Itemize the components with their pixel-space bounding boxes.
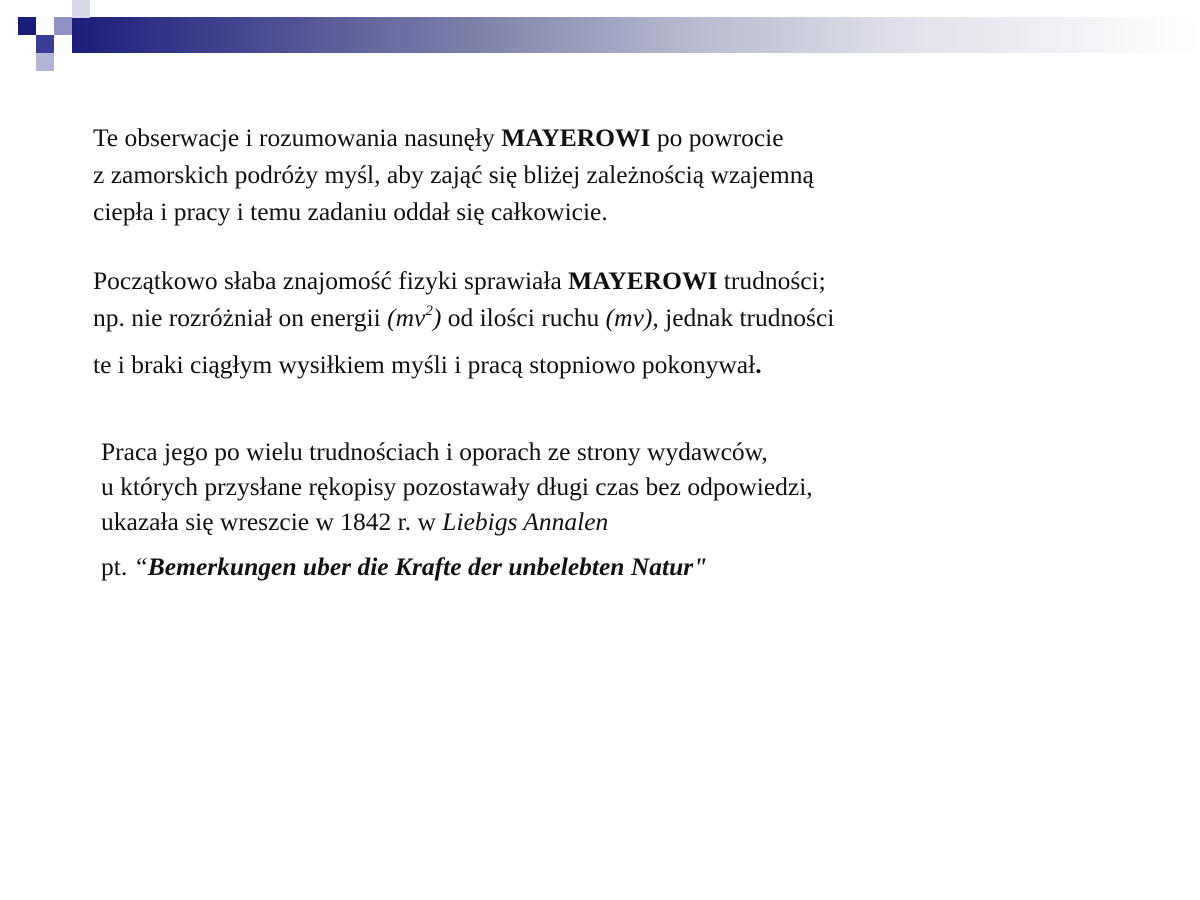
text-line [93, 262, 834, 299]
text-segment: np. nie rozróżniał on energii [93, 303, 388, 332]
text-segment: Początkowo słaba znajomość fizyki sprawiała [93, 266, 569, 295]
text-segment: trudności; [717, 266, 826, 295]
header-square-decoration [36, 53, 54, 71]
text-line [93, 119, 814, 156]
text-segment: po powrocie [650, 123, 784, 152]
formula-text: (mv [387, 303, 426, 332]
header-square-decoration [18, 17, 36, 35]
text-segment: te i braki ciągłym wysiłkiem myśli i pracą stopniowo pokonywał [93, 350, 756, 379]
publication-title: Bemerkungen uber die Krafte der unbelebten Natur" [147, 552, 708, 581]
header-gradient-bar [72, 17, 1200, 53]
quote-mark: “ [133, 552, 148, 581]
formula-momentum: (mv), [605, 303, 659, 332]
paragraph-mayer-motivation [93, 119, 814, 230]
journal-title: Liebigs Annalen [442, 507, 609, 536]
header-square-decoration [36, 35, 54, 53]
text-line [101, 549, 813, 584]
header-square-decoration [54, 17, 72, 35]
formula-energy [387, 303, 441, 332]
header-square-decoration [72, 0, 90, 18]
formula-text: ) [432, 303, 442, 332]
name-mayer: MAYEROWI [501, 123, 651, 152]
name-mayer: MAYEROWI [568, 266, 718, 295]
text-segment: . [755, 350, 762, 379]
text-segment: Te obserwacje i rozumowania nasunęły [93, 123, 502, 152]
text-line: u których przysłane rękopisy pozostawały długi czas bez odpowiedzi, [101, 472, 813, 501]
text-line: ciepła i pracy i temu zadaniu oddał się całkowicie. [93, 197, 608, 226]
text-segment: jednak trudności [658, 303, 835, 332]
text-segment: od ilości ruchu [441, 303, 606, 332]
text-line: Praca jego po wielu trudnościach i oporach ze strony wydawców, [101, 437, 768, 466]
paragraph-publication [101, 434, 813, 584]
text-line [101, 504, 813, 539]
text-line [93, 346, 834, 383]
formula-exponent: 2 [425, 303, 433, 319]
text-segment: ukazała się wreszcie w 1842 r. w [101, 507, 443, 536]
text-line: z zamorskich podróży myśl, aby zająć się bliżej zależnością wzajemną [93, 160, 814, 189]
text-segment: pt. [101, 552, 134, 581]
text-line [93, 299, 834, 336]
paragraph-mayer-difficulties [93, 262, 834, 383]
